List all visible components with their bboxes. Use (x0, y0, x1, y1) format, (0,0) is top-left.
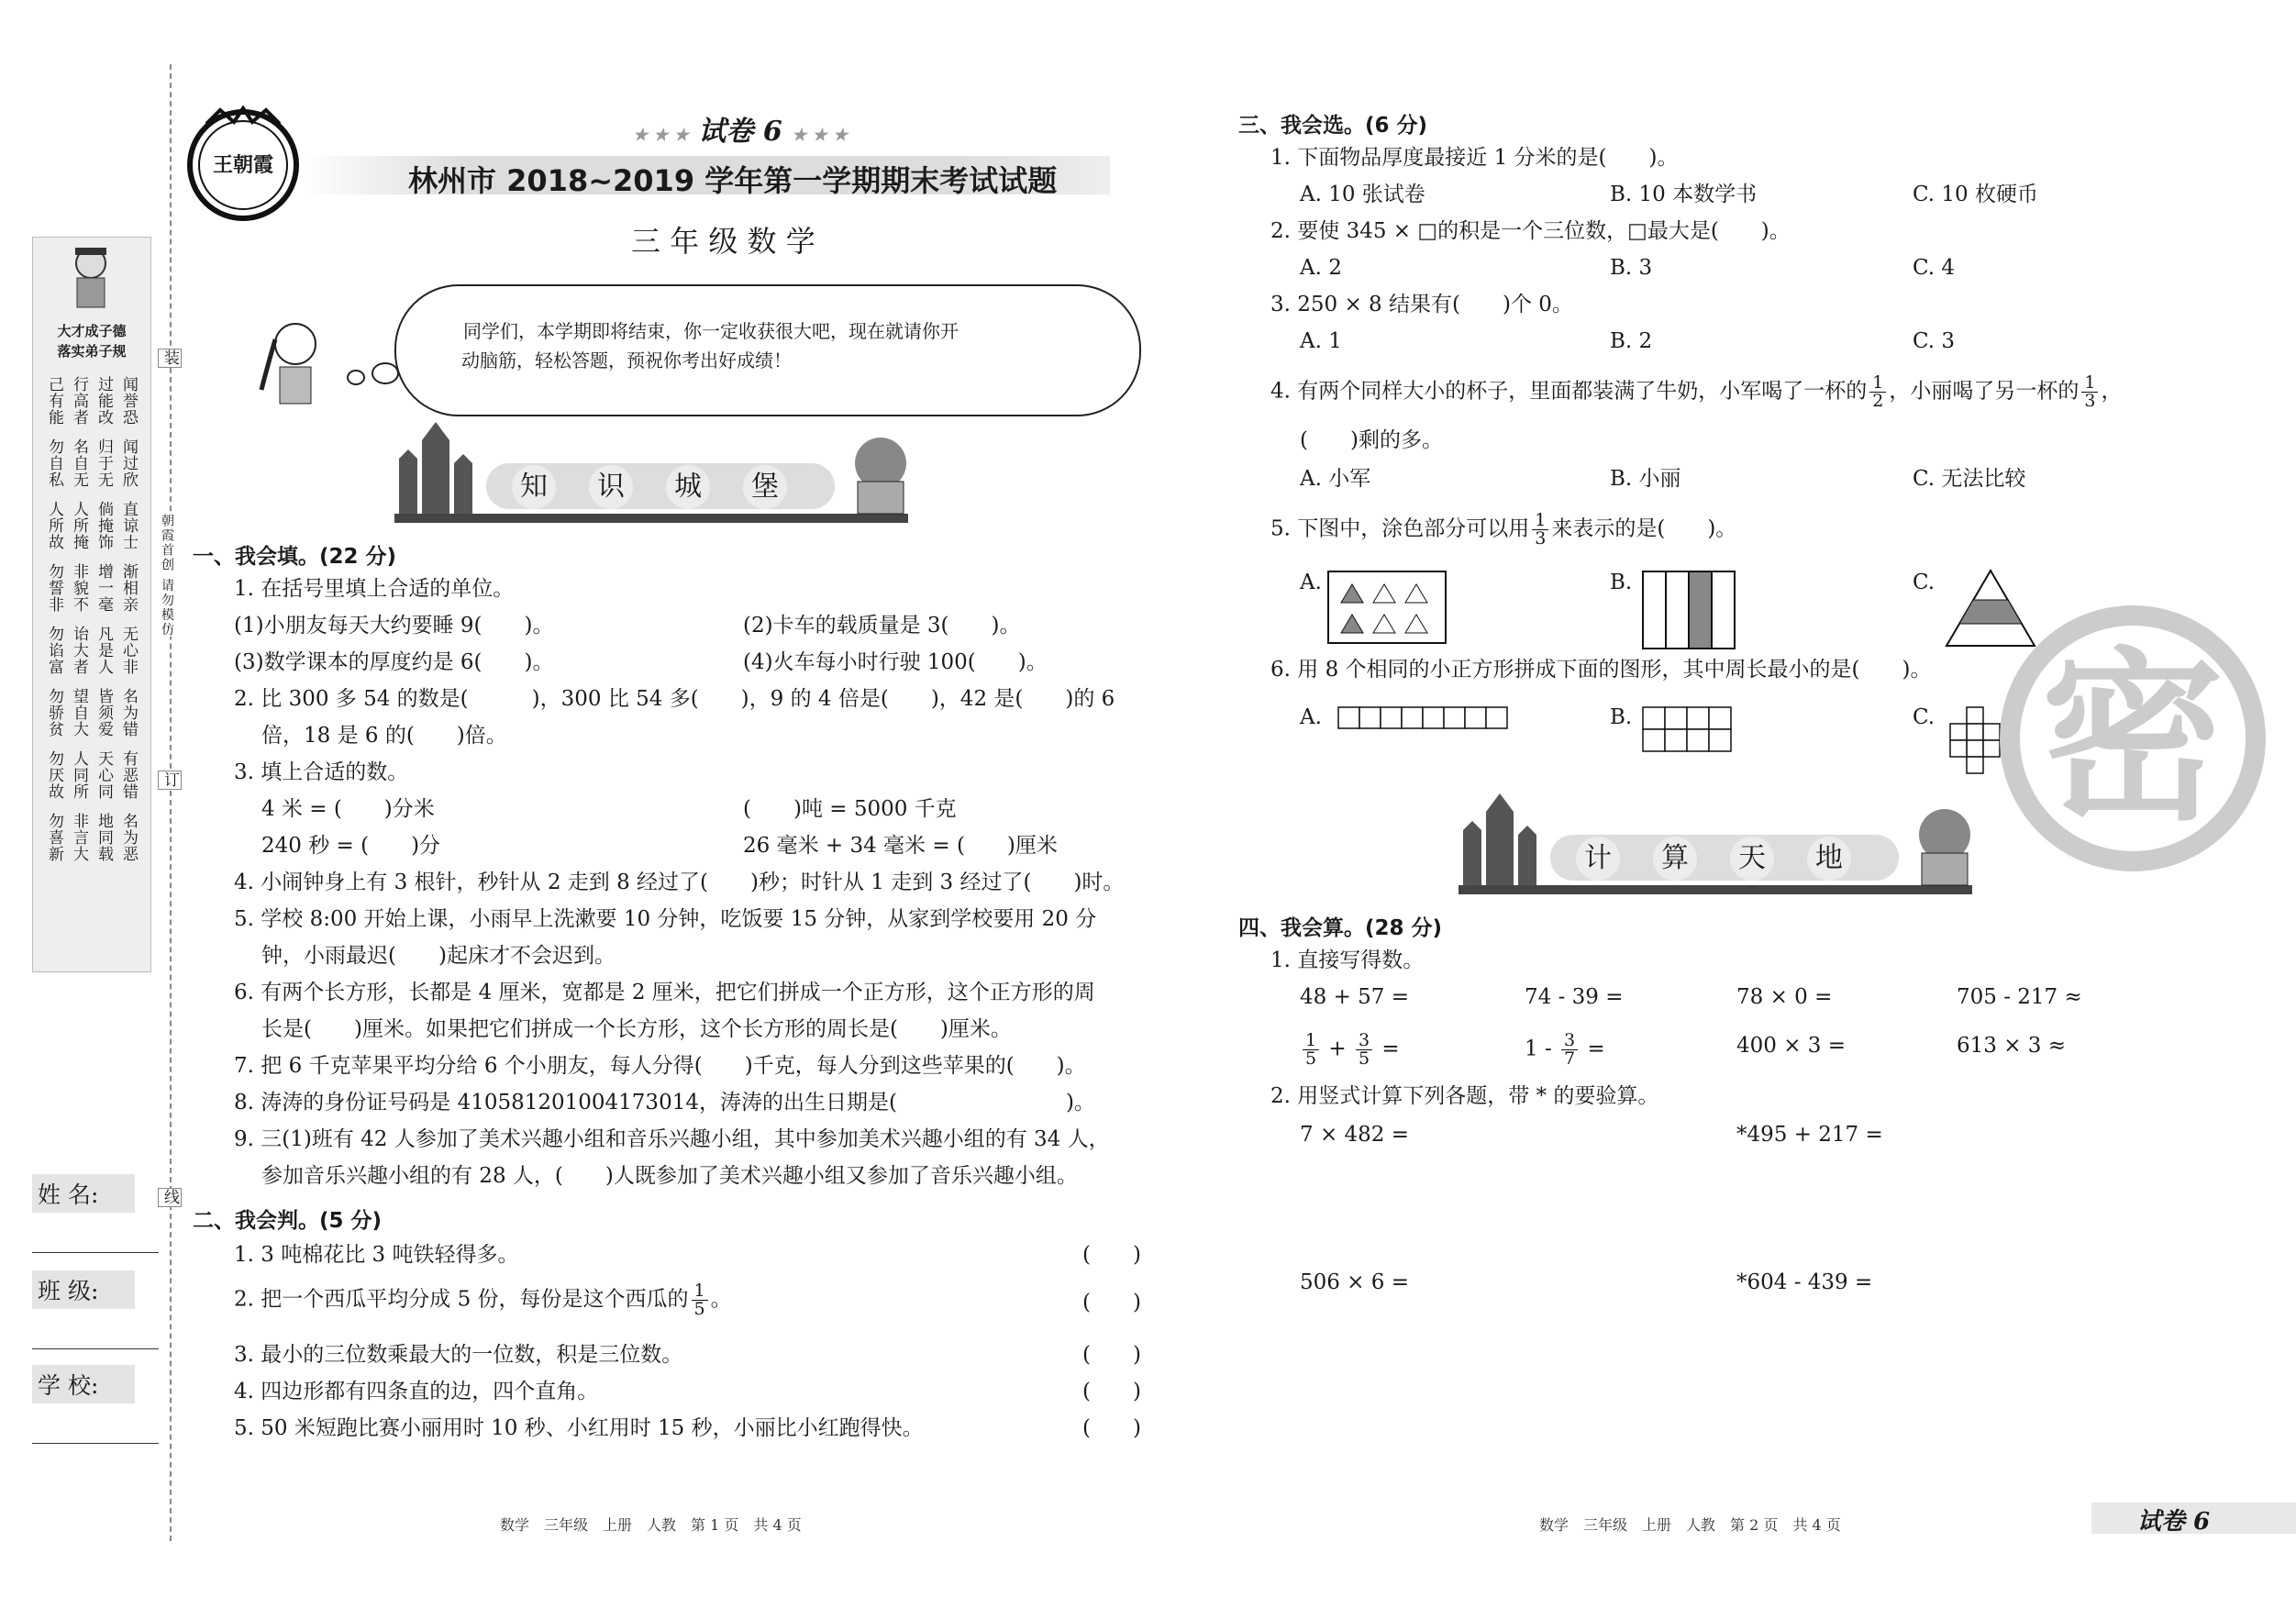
unit-square (1359, 707, 1381, 728)
poem-block (44, 438, 145, 488)
unit-square (1709, 707, 1731, 729)
poem-column: 人所掩 (70, 501, 88, 550)
poem-column: 地同载 (94, 813, 113, 862)
intro-text: 同学们，本学期即将结束，你一定收获很大吧，现在就请你开 动脑筋，轻松答题，预祝你考出好成绩！ (461, 320, 959, 372)
poem-column: 人所故 (45, 501, 63, 550)
poem-column: 勿自私 (45, 438, 63, 488)
poem-column: 名为错 (119, 688, 138, 738)
s1-q3b: ( )吨 = 5000 千克 (743, 797, 957, 821)
s1-q5a: 5. 学校 8:00 开始上课，小雨早上洗漱要 10 分钟，吃饭要 15 分钟，从家到学校要用 20 分 (234, 907, 1097, 931)
poem-block (44, 376, 145, 426)
unit-square (1967, 757, 1983, 773)
banner1-char-4: 堡 (743, 465, 787, 509)
s3-q1-b: B. 10 本数学书 (1610, 183, 1758, 206)
calc-5: $\frac{1}{5}$ + $\frac{3}{5}$ = (1300, 1032, 1400, 1068)
s2-item-3: 3. 最小的三位数乘最大的一位数，积是三位数。 (234, 1343, 683, 1367)
poem-column: 勿喜新 (45, 813, 63, 862)
unit-square (1665, 729, 1687, 751)
exam-tag: ★ ★ ★ 试卷 6 ★ ★ ★ (633, 116, 849, 148)
cut-mark-3: 订 (158, 771, 182, 790)
s3-q6: 6. 用 8 个相同的小正方形拼成下面的图形，其中周长最小的是( )。 (1270, 658, 1932, 682)
s3-q5-a-label: A. (1300, 571, 1322, 594)
poem-column: 闻誉恐 (119, 376, 138, 426)
unit-square (1465, 707, 1486, 728)
page-title: 林州市 2018~2019 学年第一学期期末考试试题 (408, 163, 1058, 198)
s3-q2: 2. 要使 345 × □的积是一个三位数，□最大是( )。 (1270, 219, 1791, 243)
s2-answer-1[interactable]: ( ) (1082, 1243, 1141, 1267)
mascot-icon (55, 243, 127, 316)
s1-q2b: 倍，18 是 6 的( )倍。 (261, 724, 507, 748)
s3-q2-c: C. 4 (1913, 256, 1956, 280)
poem-block (44, 626, 145, 675)
unit-square (1643, 707, 1665, 729)
logo: 王朝霞 (183, 105, 303, 225)
poem-column: 名为恶 (119, 813, 138, 862)
class-field[interactable]: 班 级: (32, 1270, 159, 1349)
poem-column: 闻过欣 (119, 438, 138, 488)
unit-square (1665, 707, 1687, 729)
banner1-char-3: 城 (666, 465, 710, 509)
footer-right: 数学 三年级 上册 人教 第 2 页 共 4 页 (1539, 1516, 1841, 1534)
cut-mark-2: 朝霞首创 请勿模仿 (156, 514, 178, 637)
s3-q2-b: B. 3 (1610, 256, 1653, 280)
s1-q1c: (3)数学课本的厚度约是 6( )。 (234, 650, 554, 674)
s4-q1: 1. 直接写得数。 (1270, 948, 1425, 972)
s1-q7: 7. 把 6 千克苹果平均分给 6 个小朋友，每人分得( )千克，每人分到这些苹果的( )。 (234, 1054, 1086, 1078)
s1-q6b: 长是( )厘米。如果把它们拼成一个长方形，这个长方形的周长是( )厘米。 (261, 1017, 1012, 1041)
unit-square (1381, 707, 1402, 728)
poem-column: 望自大 (70, 688, 88, 738)
calc-1: 48 + 57 = (1300, 985, 1410, 1009)
poem-block (44, 501, 145, 550)
s3-q3: 3. 250 × 8 结果有( )个 0。 (1270, 293, 1573, 316)
s1-q1d: (4)火车每小时行驶 100( )。 (743, 650, 1048, 674)
s2-item-5: 5. 50 米短跑比赛小丽用时 10 秒、小红用时 15 秒，小丽比小红跑得快。 (234, 1416, 924, 1440)
poem-column: 勿谄富 (45, 626, 63, 675)
calc-8: 613 × 3 ≈ (1957, 1034, 2067, 1058)
s2-item-4: 4. 四边形都有四条直的边，四个直角。 (234, 1380, 599, 1403)
section3-title: 三、我会选。(6 分) (1238, 114, 1428, 138)
poem-block (44, 813, 145, 862)
poem-column: 过能改 (94, 376, 113, 426)
poem-column: 勿骄贫 (45, 688, 63, 738)
calc-6: 1 - $\frac{3}{7}$ = (1525, 1030, 1605, 1069)
poem-column: 天心同 (94, 750, 113, 800)
poem-column: 行高者 (70, 376, 88, 426)
poem-column: 非言大 (70, 813, 88, 862)
banner2-char-2: 算 (1653, 837, 1697, 881)
section2-title: 二、我会判。(5 分) (193, 1209, 383, 1233)
poem-column: 倘掩饰 (94, 501, 113, 550)
banner1-char-1: 知 (512, 465, 556, 509)
unit-square (1709, 729, 1731, 751)
name-field[interactable]: 姓 名: (32, 1174, 159, 1253)
s1-q3: 3. 填上合适的数。 (234, 760, 409, 784)
poem-block (44, 750, 145, 800)
s3-q6-a-label: A. (1300, 705, 1322, 729)
calc-7: 400 × 3 = (1736, 1034, 1847, 1058)
s2-answer-5[interactable]: ( ) (1082, 1416, 1141, 1440)
poem-column: 非貌不 (70, 563, 88, 613)
unit-square (1486, 707, 1507, 728)
poem-column: 勿厌故 (45, 750, 63, 800)
sidebar-motto: 大才成子德 落实弟子规 (57, 323, 127, 360)
unit-square (1983, 724, 2000, 740)
q5-option-b-figure[interactable] (1642, 571, 1737, 653)
unit-square (1967, 707, 1983, 724)
calc-3: 78 × 0 = (1736, 985, 1833, 1009)
cut-line (170, 64, 172, 1541)
s3-q5: 5. 下图中，涂色部分可以用 $\frac{1}{3}$ 来表示的是( )。 (1270, 510, 1737, 549)
s3-q6-c-label: C. (1913, 705, 1936, 729)
poem-column: 人同所 (70, 750, 88, 800)
s1-q6a: 6. 有两个长方形，长都是 4 厘米，宽都是 2 厘米，把它们拼成一个正方形，这个正方形的周 (234, 981, 1095, 1004)
s1-q1a: (1)小朋友每天大约要睡 9( )。 (234, 614, 554, 638)
s3-q6-b-label: B. (1610, 705, 1633, 729)
poem-column: 增一毫 (94, 563, 113, 613)
s1-q2a: 2. 比 300 多 54 的数是( )，300 比 54 多( )，9 的 4 倍是( )，42 是( )的 6 (234, 687, 1115, 711)
poem-column: 己有能 (45, 376, 63, 426)
s2-item-2: 2. 把一个西瓜平均分成 5 份，每份是这个西瓜的 $\frac{1}{5}$ 。 (234, 1281, 732, 1319)
poem-column: 皆须爱 (94, 688, 113, 738)
s3-q3-c: C. 3 (1913, 329, 1956, 353)
s3-q4-b: B. 小丽 (1610, 467, 1681, 491)
school-field[interactable]: 学 校: (32, 1365, 159, 1444)
s1-q4: 4. 小闹钟身上有 3 根针，秒针从 2 走到 8 经过了( )秒；时针从 1 走到 3 经过了( )时。 (234, 871, 1125, 894)
banner2-char-4: 地 (1807, 837, 1851, 881)
q5-option-a-figure[interactable] (1327, 571, 1447, 648)
poem-column: 凡是人 (94, 626, 113, 675)
s3-q5-b-label: B. (1610, 571, 1633, 594)
vertical-1: 7 × 482 = (1300, 1123, 1410, 1147)
s1-q5b: 钟，小雨最迟( )起床才不会迟到。 (261, 944, 616, 968)
unit-square (1643, 729, 1665, 751)
s3-q4-a: A. 小军 (1300, 467, 1371, 491)
subject-title: 三 年 级 数 学 (631, 224, 815, 259)
s1-q1: 1. 在括号里填上合适的单位。 (234, 577, 515, 601)
poem-block (44, 688, 145, 738)
poem-column: 诒大者 (70, 626, 88, 675)
poem-column: 渐相亲 (119, 563, 138, 613)
s2-item-1: 1. 3 吨棉花比 3 吨铁轻得多。 (234, 1243, 519, 1267)
section4-title: 四、我会算。(28 分) (1238, 916, 1443, 940)
s3-q4-cont: ( )剩的多。 (1300, 428, 1443, 452)
s2-answer-4[interactable]: ( ) (1082, 1380, 1141, 1403)
unit-square (1950, 740, 1967, 757)
cloud-dot-1 (372, 362, 399, 384)
poem-block (44, 563, 145, 613)
s3-q3-b: B. 2 (1610, 329, 1653, 353)
poem-column: 有恶错 (119, 750, 138, 800)
s1-q9b: 参加音乐兴趣小组的有 28 人，( )人既参加了美术兴趣小组又参加了音乐兴趣小组。 (261, 1164, 1078, 1188)
banner2-char-3: 天 (1730, 837, 1774, 881)
q6-option-a-figure[interactable] (1337, 706, 1514, 734)
vertical-3: 506 × 6 = (1300, 1270, 1410, 1294)
footer-tag: 试卷 6 (2137, 1508, 2211, 1536)
unit-square (1402, 707, 1423, 728)
unit-square (1950, 724, 1967, 740)
unit-square (1687, 707, 1709, 729)
secret-stamp: 密 (2000, 605, 2266, 871)
q5-option-c-figure[interactable] (1945, 569, 2036, 651)
calc-4: 705 - 217 ≈ (1957, 985, 2082, 1009)
s3-q5-c-label: C. (1913, 571, 1936, 594)
cut-mark-4: 线 (158, 1188, 182, 1207)
s1-q9a: 9. 三(1)班有 42 人参加了美术兴趣小组和音乐兴趣小组，其中参加美术兴趣小组的有 34 人， (234, 1127, 1110, 1151)
unit-square (1338, 707, 1359, 728)
poem-column: 无心非 (119, 626, 138, 675)
s1-q1b: (2)卡车的载质量是 3( )。 (743, 614, 1021, 638)
poem-column: 直谅士 (119, 501, 138, 550)
footer-left: 数学 三年级 上册 人教 第 1 页 共 4 页 (500, 1516, 802, 1534)
unit-square (1967, 724, 1983, 740)
s4-q2: 2. 用竖式计算下列各题，带 * 的要验算。 (1270, 1084, 1659, 1108)
section1-title: 一、我会填。(22 分) (193, 545, 397, 569)
cut-mark-1: 装 (158, 349, 182, 368)
q6-option-b-figure[interactable] (1642, 706, 1732, 756)
poem-column: 勿誓非 (45, 563, 63, 613)
banner-calculation (1459, 793, 1972, 894)
s1-q3c: 240 秒 = ( )分 (261, 834, 441, 858)
poem-column: 归于无 (94, 438, 113, 488)
s3-q4-c: C. 无法比较 (1913, 467, 2026, 491)
s3-q2-a: A. 2 (1300, 256, 1342, 280)
s3-q1-a: A. 10 张试卷 (1300, 183, 1425, 206)
s3-q4: 4. 有两个同样大小的杯子，里面都装满了牛奶，小军喝了一杯的 $\frac{1}{2}$ ，小丽喝了另一杯的 $\frac{1}{3}$ ， (1270, 372, 2123, 411)
poem-column: 名自无 (70, 438, 88, 488)
unit-square (1967, 740, 1983, 757)
cloud-dot-2 (347, 370, 365, 385)
s1-q3a: 4 米 = ( )分米 (261, 797, 435, 821)
unit-square (1983, 740, 2000, 757)
s3-q1-c: C. 10 枚硬币 (1913, 183, 2038, 206)
s2-answer-3[interactable]: ( ) (1082, 1343, 1141, 1367)
banner2-char-1: 计 (1576, 837, 1620, 881)
sidebar-poem (44, 376, 145, 963)
vertical-4: *604 - 439 = (1736, 1270, 1873, 1294)
calc-2: 74 - 39 = (1525, 985, 1624, 1009)
s3-q3-a: A. 1 (1300, 329, 1342, 353)
s1-q3d: 26 毫米 + 34 毫米 = ( )厘米 (743, 834, 1058, 858)
vertical-2: *495 + 217 = (1736, 1123, 1883, 1147)
s2-answer-2[interactable]: ( ) (1082, 1291, 1141, 1314)
unit-square (1444, 707, 1465, 728)
banner1-char-2: 识 (589, 465, 633, 509)
s3-q1: 1. 下面物品厚度最接近 1 分米的是( )。 (1270, 146, 1679, 170)
unit-square (1423, 707, 1444, 728)
unit-square (1687, 729, 1709, 751)
girl-illustration (257, 316, 335, 408)
banner-knowledge (394, 422, 908, 523)
s1-q8: 8. 涛涛的身份证号码是 410581201004173014，涛涛的出生日期是( )。 (234, 1091, 1095, 1115)
